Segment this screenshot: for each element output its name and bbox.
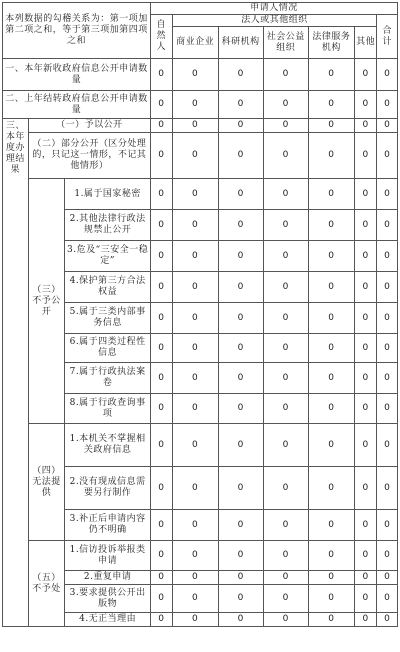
cell-value: 0	[263, 571, 308, 585]
cell-value: 0	[263, 467, 308, 510]
cell-value: 0	[308, 394, 354, 424]
group-unable-label: （四）无法提供	[28, 424, 64, 541]
cell-value: 0	[263, 334, 308, 363]
cell-value: 0	[263, 179, 308, 210]
cell-value: 0	[151, 510, 172, 541]
statistics-table	[2, 2, 398, 627]
np-item-label: 2.其他法律行政法规禁止公开	[65, 210, 151, 241]
np-item-label: 1.属于国家秘密	[65, 179, 151, 210]
cell-value: 0	[218, 119, 263, 133]
cell-value: 0	[377, 585, 398, 613]
cell-value: 0	[218, 59, 263, 91]
cell-value: 0	[263, 272, 308, 303]
cell-value: 0	[377, 424, 398, 467]
cell-value: 0	[218, 210, 263, 241]
cell-value: 0	[354, 272, 377, 303]
cell-value: 0	[218, 334, 263, 363]
cell-value: 0	[218, 179, 263, 210]
cell-value: 0	[151, 210, 172, 241]
cell-value: 0	[218, 541, 263, 571]
cell-value: 0	[263, 510, 308, 541]
np-item-label: 5.属于三类内部事务信息	[65, 303, 151, 334]
cell-value: 0	[354, 210, 377, 241]
natural-person-header: 自然人	[151, 15, 172, 59]
cell-value: 0	[151, 272, 172, 303]
table-row	[3, 59, 398, 91]
cell-value: 0	[377, 210, 398, 241]
row-new-label: 一、本年新收政府信息公开申请数量	[3, 59, 151, 91]
cell-value: 0	[263, 613, 308, 627]
table-row	[3, 424, 398, 467]
cell-value: 0	[308, 510, 354, 541]
cell-value: 0	[151, 303, 172, 334]
commercial-header: 商业企业	[172, 27, 218, 59]
cell-value: 0	[308, 424, 354, 467]
cell-value: 0	[151, 133, 172, 179]
cell-value: 0	[263, 394, 308, 424]
cell-value: 0	[354, 91, 377, 119]
cell-value: 0	[172, 585, 218, 613]
cell-value: 0	[263, 119, 308, 133]
cell-value: 0	[172, 613, 218, 627]
cell-value: 0	[151, 585, 172, 613]
cell-value: 0	[172, 334, 218, 363]
cell-value: 0	[308, 541, 354, 571]
cell-value: 0	[172, 424, 218, 467]
nop-item-label: 2.重复申请	[65, 571, 151, 585]
cell-value: 0	[172, 241, 218, 272]
cell-value: 0	[172, 179, 218, 210]
cell-value: 0	[308, 467, 354, 510]
ua-item-label: 3.补正后申请内容仍不明确	[65, 510, 151, 541]
cell-value: 0	[377, 613, 398, 627]
cell-value: 0	[172, 541, 218, 571]
cell-value: 0	[354, 179, 377, 210]
nop-item-label: 3.要求提供公开出版物	[65, 585, 151, 613]
cell-value: 0	[172, 510, 218, 541]
cell-value: 0	[263, 541, 308, 571]
group-no-process-label: （五）不予处	[28, 541, 64, 627]
cell-value: 0	[172, 210, 218, 241]
cell-value: 0	[151, 91, 172, 119]
np-item-label: 7.属于行政执法案卷	[65, 363, 151, 394]
cell-value: 0	[377, 241, 398, 272]
cell-value: 0	[218, 424, 263, 467]
cell-value: 0	[354, 241, 377, 272]
cell-value: 0	[151, 179, 172, 210]
cell-value: 0	[263, 363, 308, 394]
cell-value: 0	[218, 585, 263, 613]
cell-value: 0	[263, 59, 308, 91]
cell-value: 0	[354, 571, 377, 585]
cell-value: 0	[308, 363, 354, 394]
cell-value: 0	[218, 571, 263, 585]
np-item-label: 6.属于四类过程性信息	[65, 334, 151, 363]
cell-value: 0	[218, 467, 263, 510]
cell-value: 0	[377, 467, 398, 510]
social-header: 社会公益组织	[263, 27, 308, 59]
cell-value: 0	[172, 363, 218, 394]
cell-value: 0	[151, 334, 172, 363]
cell-value: 0	[377, 133, 398, 179]
cell-value: 0	[308, 585, 354, 613]
cell-value: 0	[172, 133, 218, 179]
cell-value: 0	[354, 334, 377, 363]
cell-value: 0	[172, 272, 218, 303]
cell-value: 0	[354, 541, 377, 571]
cell-value: 0	[308, 210, 354, 241]
cell-value: 0	[354, 585, 377, 613]
cell-value: 0	[354, 467, 377, 510]
cell-value: 0	[377, 303, 398, 334]
cell-value: 0	[308, 241, 354, 272]
cell-value: 0	[263, 133, 308, 179]
cell-value: 0	[308, 59, 354, 91]
row-partial-label: （二）部分公开（区分处理的，只记这一情形，不记其他情形）	[28, 133, 150, 179]
row-public-label: （一）予以公开	[28, 119, 150, 133]
nop-item-label: 4.无正当理由	[65, 613, 151, 627]
cell-value: 0	[377, 394, 398, 424]
cell-value: 0	[151, 119, 172, 133]
cell-value: 0	[172, 571, 218, 585]
table-row	[3, 119, 398, 133]
cell-value: 0	[354, 424, 377, 467]
cell-value: 0	[354, 510, 377, 541]
legal-service-header: 法律服务机构	[308, 27, 354, 59]
cell-value: 0	[308, 613, 354, 627]
research-header: 科研机构	[218, 27, 263, 59]
cell-value: 0	[218, 613, 263, 627]
cell-value: 0	[172, 91, 218, 119]
cell-value: 0	[172, 394, 218, 424]
table-row	[3, 91, 398, 119]
cell-value: 0	[308, 571, 354, 585]
table-row	[3, 179, 398, 210]
ua-item-label: 1.本机关不掌握相关政府信息	[65, 424, 151, 467]
cell-value: 0	[263, 91, 308, 119]
cell-value: 0	[354, 119, 377, 133]
ua-item-label: 2.没有现成信息需要另行制作	[65, 467, 151, 510]
np-item-label: 3.危及“三安全一稳定”	[65, 241, 151, 272]
total-header: 合计	[377, 15, 398, 59]
np-item-label: 8.属于行政查询事项	[65, 394, 151, 424]
cell-value: 0	[263, 424, 308, 467]
cell-value: 0	[308, 272, 354, 303]
cell-value: 0	[172, 119, 218, 133]
cell-value: 0	[218, 510, 263, 541]
table-row	[3, 541, 398, 571]
cell-value: 0	[377, 272, 398, 303]
other-header: 其他	[354, 27, 377, 59]
cell-value: 0	[218, 272, 263, 303]
cell-value: 0	[354, 613, 377, 627]
cell-value: 0	[377, 571, 398, 585]
cell-value: 0	[263, 303, 308, 334]
cell-value: 0	[172, 303, 218, 334]
cell-value: 0	[151, 241, 172, 272]
cell-value: 0	[172, 59, 218, 91]
cell-value: 0	[263, 210, 308, 241]
cell-value: 0	[263, 585, 308, 613]
section3-label: 三、本年度办理结果	[3, 119, 29, 627]
cell-value: 0	[308, 133, 354, 179]
cell-value: 0	[151, 363, 172, 394]
cell-value: 0	[377, 91, 398, 119]
cell-value: 0	[377, 541, 398, 571]
cell-value: 0	[151, 613, 172, 627]
group-not-public-label: （三）不予公开	[28, 179, 64, 424]
cell-value: 0	[218, 363, 263, 394]
cell-value: 0	[377, 510, 398, 541]
cell-value: 0	[354, 303, 377, 334]
cell-value: 0	[377, 59, 398, 91]
cell-value: 0	[151, 571, 172, 585]
cell-value: 0	[354, 363, 377, 394]
cell-value: 0	[151, 467, 172, 510]
nop-item-label: 1.信访投诉举报类申请	[65, 541, 151, 571]
cell-value: 0	[308, 334, 354, 363]
cell-value: 0	[377, 179, 398, 210]
cell-value: 0	[308, 303, 354, 334]
row-carry-label: 二、上年结转政府信息公开申请数量	[3, 91, 151, 119]
cell-value: 0	[354, 133, 377, 179]
cell-value: 0	[263, 241, 308, 272]
cell-value: 0	[218, 241, 263, 272]
cell-value: 0	[377, 334, 398, 363]
cell-value: 0	[354, 59, 377, 91]
cell-value: 0	[151, 541, 172, 571]
cell-value: 0	[151, 59, 172, 91]
cell-value: 0	[151, 424, 172, 467]
applicant-header: 申请人情况	[151, 3, 398, 15]
cell-value: 0	[308, 179, 354, 210]
np-item-label: 4.保护第三方合法权益	[65, 272, 151, 303]
cell-value: 0	[354, 394, 377, 424]
cell-value: 0	[308, 91, 354, 119]
cell-value: 0	[218, 303, 263, 334]
cross-check-note: 本列数据的勾稽关系为：第一项加第二项之和，等于第三项加第四项之和	[3, 3, 151, 59]
cell-value: 0	[377, 363, 398, 394]
cell-value: 0	[172, 467, 218, 510]
cell-value: 0	[308, 119, 354, 133]
cell-value: 0	[218, 394, 263, 424]
cell-value: 0	[377, 119, 398, 133]
table-row	[3, 133, 398, 179]
cell-value: 0	[218, 91, 263, 119]
cell-value: 0	[151, 394, 172, 424]
cell-value: 0	[218, 133, 263, 179]
legal-group-header: 法人或其他组织	[172, 15, 377, 27]
